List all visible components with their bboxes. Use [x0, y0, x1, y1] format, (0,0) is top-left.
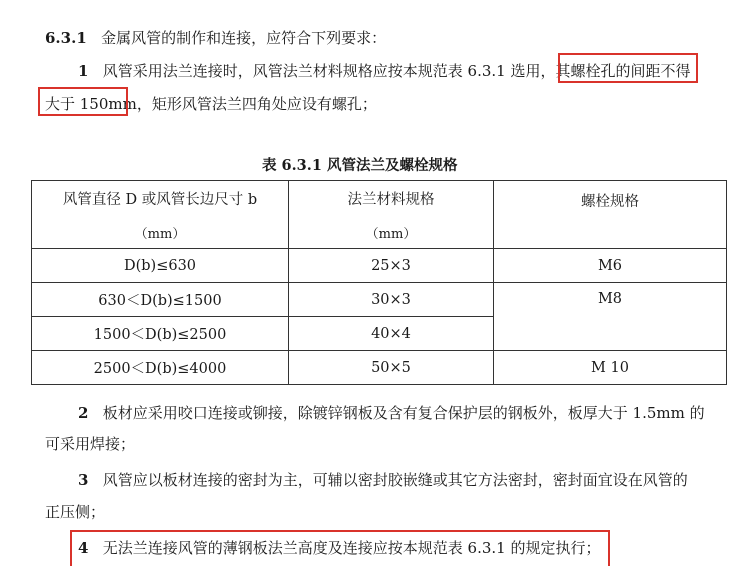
cell-flange: 30×3 [289, 283, 494, 317]
header-bolt-label: 螺栓规格 [581, 193, 639, 210]
header-size [32, 181, 289, 249]
item2-line2: 可采用焊接； [45, 435, 136, 453]
header-flange-label: 法兰材料规格 [347, 191, 435, 208]
table-row [32, 283, 727, 317]
header-bolt-unit [494, 225, 726, 240]
highlight-box-1 [558, 53, 698, 83]
table-row [32, 249, 727, 283]
header-bolt [494, 181, 727, 249]
section-title: 金属风管的制作和连接，应符合下列要求： [101, 29, 387, 47]
table-caption: 表 6.3.1 风管法兰及螺栓规格 [262, 157, 458, 174]
item3-text: 风管应以板材连接的密封为主，可辅以密封胶嵌缝或其它方法密封，密封面宜设在风管的 [102, 471, 688, 489]
item4-number: 4 [78, 539, 89, 557]
table-row [32, 351, 727, 385]
item2-number: 2 [78, 404, 89, 422]
item2-text: 板材应采用咬口连接或铆接，除镀锌钢板及含有复合保护层的钢板外，板厚大于 1.5mm 的 [102, 404, 705, 422]
header-flange [289, 181, 494, 249]
cell-size: 630＜D(b)≤1500 [32, 283, 289, 317]
section-heading [45, 27, 386, 48]
item1-highlight-text-2: 大于 150mm， [45, 95, 152, 113]
cell-flange: 50×5 [289, 351, 494, 385]
item1-number: 1 [78, 62, 89, 80]
item1-highlight-text-1: 其螺栓孔的间距不得 [555, 62, 691, 80]
highlight-box-3 [70, 530, 610, 566]
header-flange-unit: （mm） [365, 226, 417, 242]
cell-bolt: M8 [494, 283, 727, 351]
item1-text-a: 风管采用法兰连接时，风管法兰材料规格应按本规范表 6.3.1 选用， [102, 62, 556, 80]
cell-flange: 25×3 [289, 249, 494, 283]
highlight-box-2 [38, 87, 128, 116]
cell-size: 1500＜D(b)≤2500 [32, 317, 289, 351]
header-size-label: 风管直径 D 或风管长边尺寸 b [62, 191, 258, 208]
spec-table [31, 180, 727, 385]
cell-bolt: M6 [494, 249, 727, 283]
section-number: 6.3.1 [45, 29, 87, 47]
item2-line1 [78, 402, 705, 423]
cell-size: D(b)≤630 [32, 249, 289, 283]
item3-line1 [78, 469, 688, 490]
cell-flange: 40×4 [289, 317, 494, 351]
item3-line2: 正压侧； [45, 503, 106, 521]
item3-number: 3 [78, 471, 89, 489]
cell-size: 2500＜D(b)≤4000 [32, 351, 289, 385]
header-size-unit: （mm） [134, 226, 186, 242]
item4-text: 无法兰连接风管的薄钢板法兰高度及连接应按本规范表 6.3.1 的规定执行； [102, 539, 601, 557]
item1-text-b: 矩形风管法兰四角处应设有螺孔； [151, 95, 377, 113]
table-header-row [32, 181, 727, 249]
cell-bolt: M 10 [494, 351, 727, 385]
